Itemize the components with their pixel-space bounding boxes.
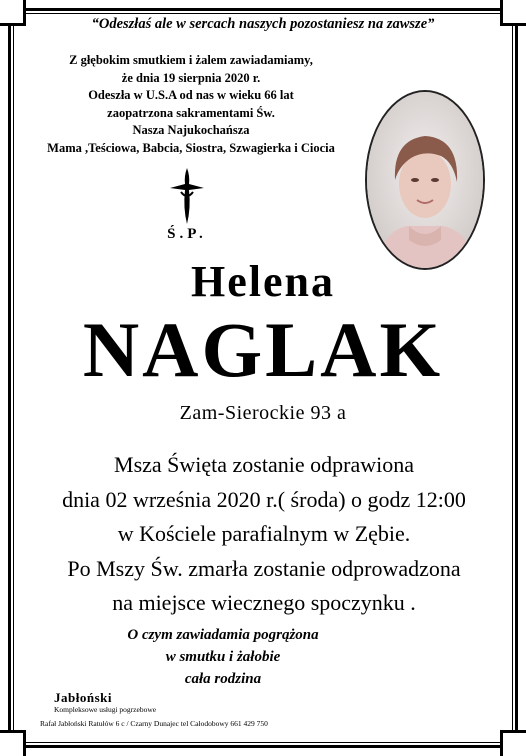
corner-ornament-bottom-right (500, 730, 526, 756)
intro-line: zaopatrzona sakramentami Św. (107, 105, 275, 120)
mass-line: w Kościele parafialnym w Zębie. (117, 521, 411, 546)
intro-line: Nasza Najukochańsza (132, 123, 250, 138)
portrait-photo (365, 90, 485, 270)
cross-icon (167, 166, 207, 226)
closing-line: cała rodzina (184, 671, 262, 687)
closing-note (0, 624, 446, 690)
mass-line: na miejsce wiecznego spoczynku . (112, 590, 416, 615)
mass-line: dnia 02 września 2020 r.( środa) o godz 12:00 (62, 486, 466, 512)
company-tagline: Kompleksowe usługi pogrzebowe (54, 705, 157, 714)
closing-line: O czym zawiadamia pogrążona (127, 627, 319, 643)
motto-quote: “Odeszłaś ale w sercach naszych pozostaniesz na zawsze” (91, 16, 435, 32)
closing-line: w smutku i żałobie (165, 649, 281, 665)
intro-line: Odeszła w U.S.A od nas w wieku 66 lat (88, 88, 294, 103)
address: Zam-Sierockie 93 a (179, 402, 347, 424)
mass-line: Po Mszy Św. zmarła zostanie odprowadzona (67, 555, 461, 581)
announcement-intro (20, 52, 362, 158)
company-address: Rafał Jabłoński Ratułów 6 c / Czarny Dunajec tel Całodobowy 661 429 750 (40, 719, 268, 728)
mass-details (14, 448, 514, 621)
corner-ornament-bottom-left (0, 730, 26, 756)
intro-line: że dnia 19 sierpnia 2020 r. (121, 70, 261, 85)
surname: NAGLAK (82, 306, 444, 393)
company-name: Jabłoński (54, 690, 112, 705)
sp-label: Ś.P. (167, 226, 207, 242)
first-name: Helena (191, 257, 335, 306)
intro-line: Z głębokim smutkiem i żalem zawiadamiamy, (69, 53, 313, 67)
mass-line: Msza Święta zostanie odprawiona (114, 452, 414, 477)
intro-line: Mama ,Teściowa, Babcia, Siostra, Szwagierka i Ciocia (47, 140, 335, 155)
